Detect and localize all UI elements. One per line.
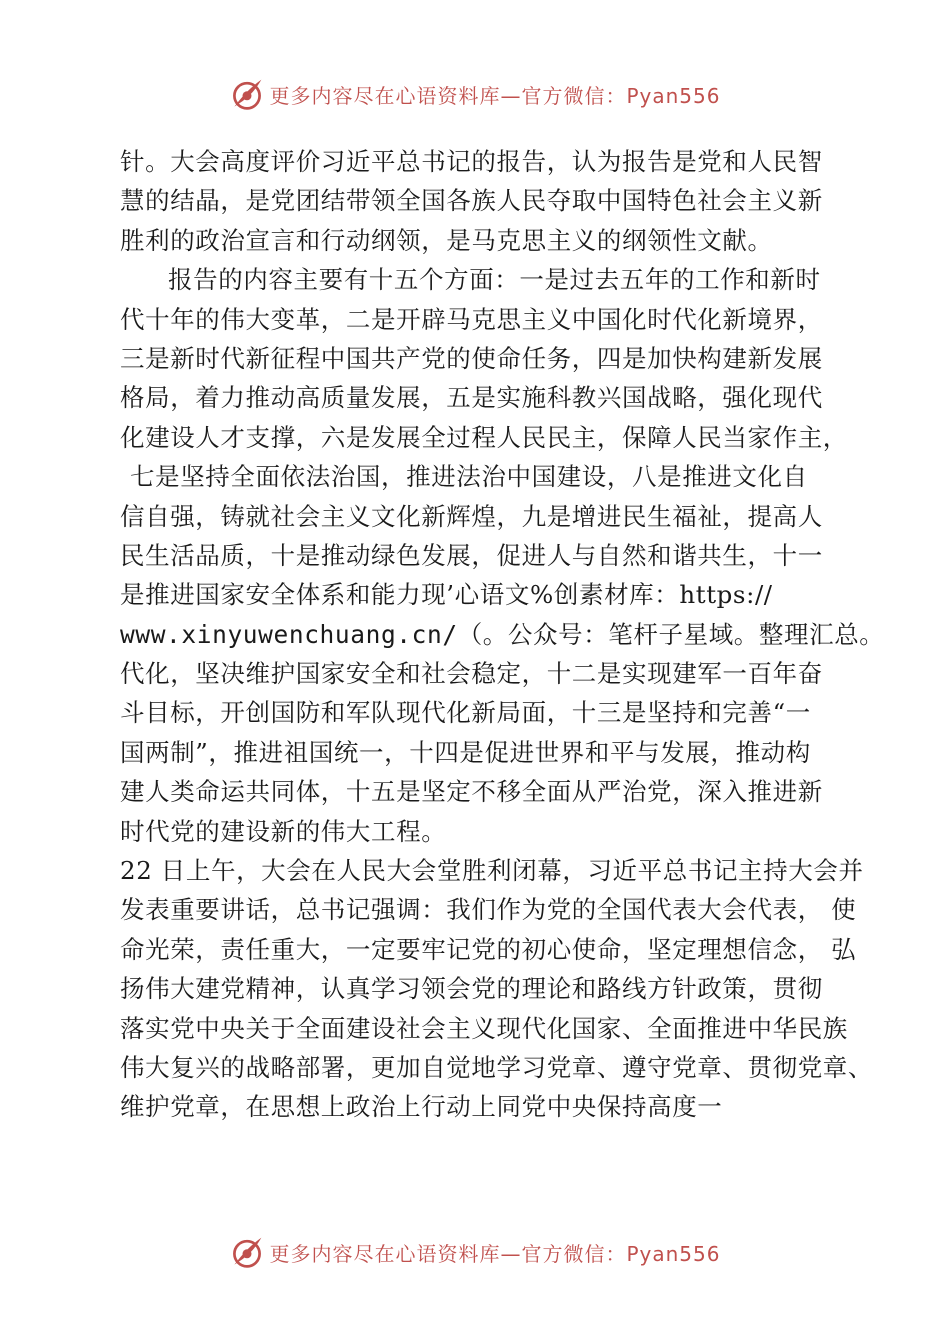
url-line: www.xinyuwenchuang.cn/（。公众号：笔杆子星域。整理汇总。 — [120, 619, 885, 649]
text-line: 伟大复兴的战略部署，更加自觉地学习党章、遵守党章、贯彻党章、 — [120, 1052, 873, 1082]
text-line: 七是坚持全面依法治国，推进法治中国建设，八是推进文化自 — [130, 462, 808, 492]
feather-logo-icon — [229, 76, 265, 112]
text-line: 斗目标，开创国防和军队现代化新局面，十三是坚持和完善“一 — [120, 698, 811, 728]
text-line: 胜利的政治宣言和行动纲领，是马克思主义的纲领性文献。 — [120, 225, 773, 255]
text-line: 命光荣，责任重大，一定要牢记党的初心使命，坚定理想信念， 弘 — [120, 934, 857, 964]
text-line: 慧的结晶，是党团结带领全国各族人民夺取中国特色社会主义新 — [120, 186, 823, 216]
banner-text: 更多内容尽在心语资料库—官方微信：Pyan556 — [269, 83, 721, 108]
document-body — [120, 142, 885, 1127]
text-line: 扬伟大建党精神，认真学习领会党的理论和路线方针政策，贯彻 — [120, 974, 823, 1004]
feather-logo-icon — [229, 1234, 265, 1270]
text-line: 代十年的伟大变革，二是开辟马克思主义中国化时代化新境界， — [120, 304, 823, 334]
text-line: 三是新时代新征程中国共产党的使命任务，四是加快构建新发展 — [120, 343, 823, 373]
text-line: 民生活品质，十是推动绿色发展，促进人与自然和谐共生，十一 — [120, 540, 823, 570]
banner-text: 更多内容尽在心语资料库—官方微信：Pyan556 — [269, 1241, 721, 1266]
text-line: 维护党章，在思想上政治上行动上同党中央保持高度一 — [120, 1092, 723, 1122]
text-line: 化建设人才支撑，六是发展全过程人民民主，保障人民当家作主， — [120, 422, 848, 452]
header-banner — [0, 74, 950, 114]
text-line: 时代党的建设新的伟大工程。 — [120, 816, 447, 846]
text-line: 建人类命运共同体，十五是坚定不移全面从严治党，深入推进新 — [120, 777, 823, 807]
text-line: 格局，着力推动高质量发展，五是实施科教兴国战略，强化现代 — [120, 383, 823, 413]
text-line: 针。大会高度评价习近平总书记的报告，认为报告是党和人民智 — [120, 147, 823, 176]
text-line: 是推进国家安全体系和能力现’心语文%创素材库：https:// — [120, 580, 773, 610]
text-line: 国两制”，推进祖国统一，十四是促进世界和平与发展，推动构 — [120, 737, 811, 767]
paragraph-start-line: 报告的内容主要有十五个方面：一是过去五年的工作和新时 — [168, 265, 821, 295]
text-line: 发表重要讲话，总书记强调：我们作为党的全国代表大会代表， 使 — [120, 895, 857, 925]
text-line: 落实党中央关于全面建设社会主义现代化国家、全面推进中华民族 — [120, 1013, 848, 1043]
text-line: 信自强，铸就社会主义文化新辉煌，九是增进民生福祉，提高人 — [120, 501, 823, 531]
footer-banner — [0, 1232, 950, 1272]
text-line: 代化，坚决维护国家安全和社会稳定，十二是实现建军一百年奋 — [120, 659, 823, 689]
paragraph-start-line: 22 日上午，大会在人民大会堂胜利闭幕，习近平总书记主持大会并 — [120, 856, 864, 886]
